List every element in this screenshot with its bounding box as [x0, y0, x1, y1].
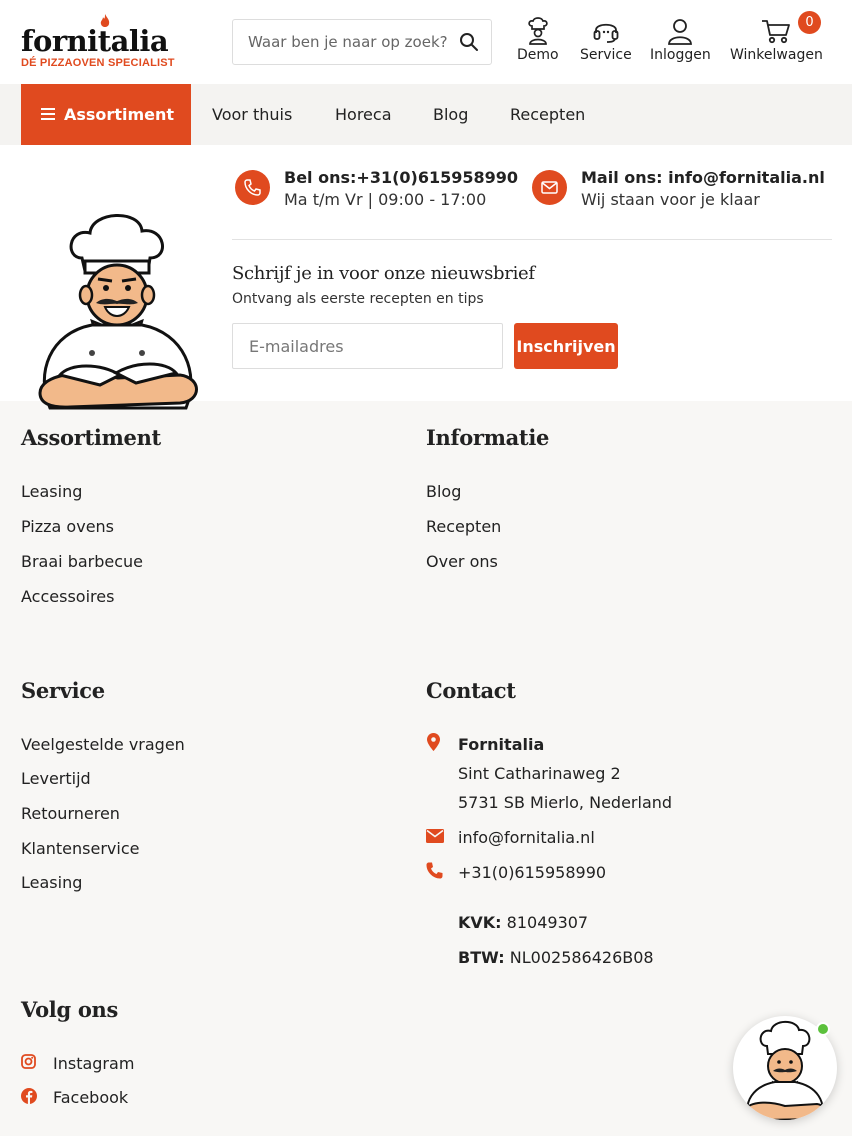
newsletter-email-input[interactable] [232, 323, 503, 369]
footer-link-blog[interactable]: Blog [426, 482, 462, 501]
login-button[interactable] [650, 17, 711, 63]
contact-phone-link[interactable]: +31(0)615958990 [458, 863, 607, 882]
contact-city: 5731 SB Mierlo, Nederland [458, 793, 673, 812]
mail-subtitle: Wij staan voor je klaar [581, 190, 760, 209]
chef-mascot-illustration [30, 203, 206, 413]
search-box [232, 19, 492, 65]
phone-title[interactable]: Bel ons:+31(0)615958990 [284, 168, 519, 187]
login-label: Inloggen [650, 47, 711, 63]
social-link-instagram[interactable]: Instagram [53, 1054, 135, 1073]
facebook-icon [21, 1088, 37, 1104]
btw-label: BTW: [458, 948, 505, 967]
social-link-facebook[interactable]: Facebook [53, 1088, 129, 1107]
service-button[interactable] [580, 17, 632, 63]
chef-hat-icon [525, 17, 551, 45]
contact-email-link[interactable]: info@fornitalia.nl [458, 828, 595, 847]
envelope-icon [426, 829, 444, 843]
kvk-label: KVK: [458, 913, 502, 932]
cart-label: Winkelwagen [730, 47, 823, 63]
instagram-icon [21, 1054, 36, 1069]
contact-kvk [458, 913, 588, 932]
footer-link-levertijd[interactable]: Levertijd [21, 769, 91, 788]
search-input[interactable] [233, 20, 453, 64]
demo-label: Demo [517, 47, 559, 63]
location-pin-icon [427, 733, 440, 751]
main-nav [0, 84, 852, 145]
contact-btw [458, 948, 654, 967]
footer-assortment-heading: Assortiment [21, 425, 161, 450]
headset-icon [592, 17, 620, 45]
footer-link-retourneren[interactable]: Retourneren [21, 804, 120, 823]
nav-link-blog[interactable]: Blog [433, 105, 469, 124]
footer-link-over-ons[interactable]: Over ons [426, 552, 498, 571]
footer-service-heading: Service [21, 678, 105, 703]
assortment-menu-button[interactable] [21, 84, 191, 145]
footer-link-klantenservice[interactable]: Klantenservice [21, 839, 140, 858]
contact-street: Sint Catharinaweg 2 [458, 764, 621, 783]
kvk-value: 81049307 [506, 913, 589, 932]
cart-icon [761, 17, 791, 45]
nav-link-voor-thuis[interactable]: Voor thuis [212, 105, 293, 124]
newsletter-subtitle: Ontvang als eerste recepten en tips [232, 291, 484, 307]
footer-contact-heading: Contact [426, 678, 516, 703]
footer-link-faq[interactable]: Veelgestelde vragen [21, 735, 185, 754]
hamburger-icon [41, 105, 55, 123]
contact-newsletter-section [0, 145, 852, 401]
logo-tagline: DÉ PIZZAOVEN SPECIALIST [21, 57, 175, 69]
phone-hours: Ma t/m Vr | 09:00 - 17:00 [284, 190, 487, 209]
phone-icon [426, 862, 443, 879]
mail-circle-icon [532, 170, 567, 205]
footer-social-heading: Volg ons [21, 997, 119, 1022]
user-icon [666, 17, 694, 45]
nav-link-recepten[interactable]: Recepten [510, 105, 586, 124]
footer-link-leasing[interactable]: Leasing [21, 482, 83, 501]
section-divider [232, 239, 832, 240]
nav-link-horeca[interactable]: Horeca [335, 105, 392, 124]
search-icon[interactable] [459, 32, 479, 52]
site-header [0, 0, 852, 84]
assortment-label: Assortiment [64, 105, 175, 124]
service-label: Service [580, 47, 632, 63]
footer-information-heading: Informatie [426, 425, 550, 450]
cart-count-badge: 0 [798, 11, 821, 34]
footer-link-recepten[interactable]: Recepten [426, 517, 502, 536]
subscribe-button[interactable]: Inschrijven [514, 323, 618, 369]
newsletter-title: Schrijf je in voor onze nieuwsbrief [232, 263, 535, 284]
btw-value: NL002586426B08 [509, 948, 654, 967]
contact-company-name: Fornitalia [458, 735, 545, 754]
online-status-indicator [816, 1022, 830, 1036]
phone-circle-icon [235, 170, 270, 205]
demo-button[interactable] [517, 17, 559, 63]
logo-wordmark: fornitalia [21, 24, 169, 58]
site-logo[interactable] [21, 14, 186, 72]
footer-link-braai-barbecue[interactable]: Braai barbecue [21, 552, 144, 571]
footer-link-pizza-ovens[interactable]: Pizza ovens [21, 517, 115, 536]
mail-title[interactable]: Mail ons: info@fornitalia.nl [581, 168, 825, 187]
footer-link-service-leasing[interactable]: Leasing [21, 873, 83, 892]
footer-link-accessoires[interactable]: Accessoires [21, 587, 115, 606]
